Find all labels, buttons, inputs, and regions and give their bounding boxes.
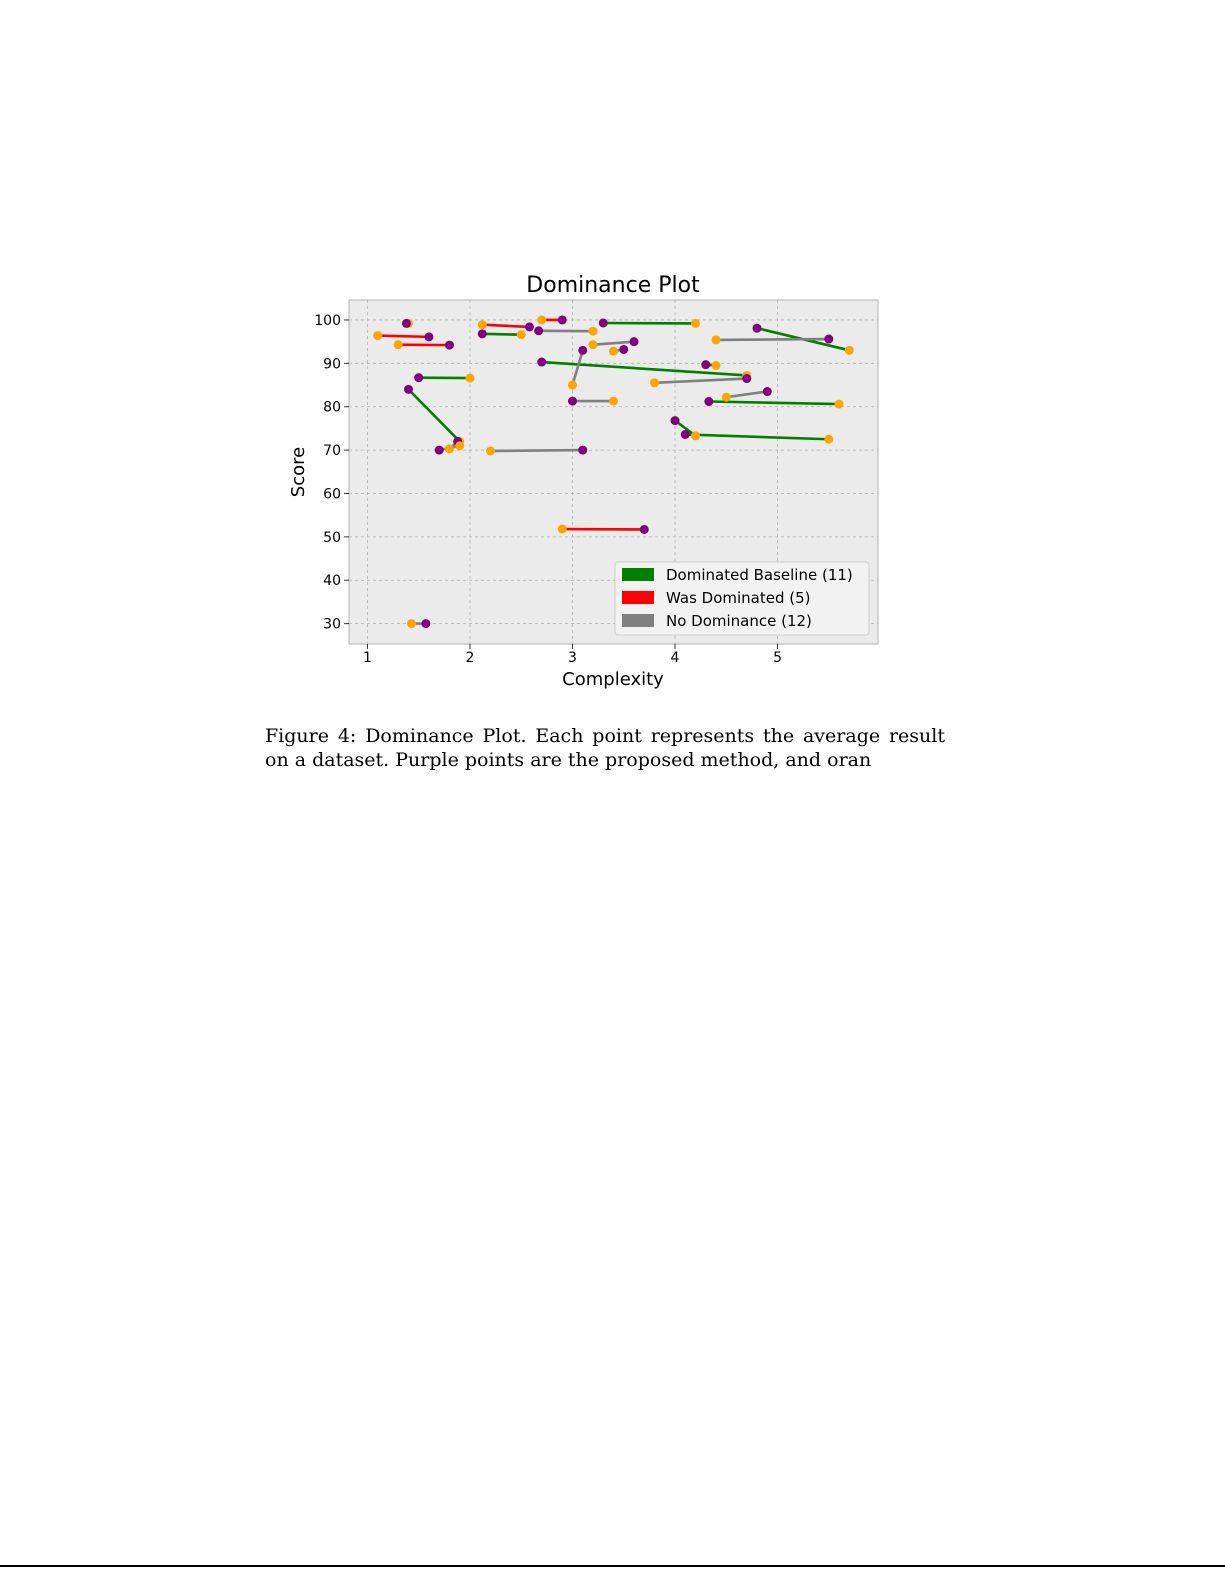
legend	[615, 562, 869, 635]
baseline-point	[824, 435, 833, 444]
proposed-point	[704, 397, 713, 406]
pair-line-no-dominance	[716, 339, 829, 340]
baseline-point	[537, 315, 546, 324]
proposed-point	[701, 360, 710, 369]
proposed-point	[578, 346, 587, 355]
baseline-point	[558, 525, 567, 534]
proposed-point	[534, 326, 543, 335]
pair-line-was-dominated	[378, 336, 429, 337]
x-tick-label: 1	[362, 650, 372, 666]
proposed-point	[568, 397, 577, 406]
y-tick-label: 40	[323, 573, 341, 590]
proposed-point	[619, 345, 628, 354]
baseline-point	[691, 431, 700, 440]
dominance-plot-chart	[0, 0, 1225, 720]
pair-line-dominated-baseline	[482, 334, 521, 335]
proposed-point	[824, 335, 833, 344]
baseline-point	[486, 446, 495, 455]
baseline-point	[568, 381, 577, 390]
proposed-point	[558, 315, 567, 324]
y-ticks	[314, 313, 349, 633]
y-tick-label: 90	[323, 356, 341, 373]
baseline-point	[609, 347, 618, 356]
proposed-point	[435, 446, 444, 455]
page-bottom-rule	[0, 1565, 1225, 1567]
proposed-point	[445, 341, 454, 350]
baseline-point	[373, 331, 382, 340]
x-tick-label: 2	[465, 650, 475, 666]
proposed-point	[599, 318, 608, 327]
x-axis-label: Complexity	[562, 669, 664, 690]
legend-label-was-dominated: Was Dominated (5)	[666, 589, 811, 607]
proposed-point	[763, 387, 772, 396]
proposed-point	[414, 373, 423, 382]
baseline-point	[845, 346, 854, 355]
x-tick-label: 4	[670, 650, 680, 666]
chart-title: Dominance Plot	[526, 273, 700, 298]
proposed-point	[681, 430, 690, 439]
baseline-point	[407, 619, 416, 628]
legend-swatch-no-dominance	[622, 614, 654, 627]
baseline-point	[478, 320, 487, 329]
proposed-point	[753, 324, 762, 333]
baseline-point	[445, 444, 454, 453]
y-tick-label: 50	[323, 529, 341, 546]
y-tick-label: 30	[323, 616, 341, 633]
baseline-point	[588, 327, 597, 336]
proposed-point	[402, 319, 411, 328]
legend-swatch-was-dominated	[622, 591, 654, 604]
baseline-point	[835, 400, 844, 409]
legend-swatch-dominated-baseline	[622, 568, 654, 581]
y-axis-label: Score	[288, 446, 309, 498]
proposed-point	[421, 619, 430, 628]
proposed-point	[424, 332, 433, 341]
pair-line-no-dominance	[490, 450, 582, 451]
baseline-point	[722, 393, 731, 402]
x-ticks	[363, 644, 782, 666]
x-tick-label: 5	[773, 650, 782, 666]
proposed-point	[525, 322, 534, 331]
proposed-point	[630, 337, 639, 346]
proposed-point	[671, 416, 680, 425]
legend-label-no-dominance: No Dominance (12)	[666, 612, 812, 630]
figure-caption: Figure 4: Dominance Plot. Each point represents the average result on a dataset. Purple points are the proposed method, and oran	[265, 725, 945, 771]
proposed-point	[537, 358, 546, 367]
baseline-point	[465, 374, 474, 383]
y-tick-label: 60	[323, 486, 341, 503]
baseline-point	[609, 397, 618, 406]
y-tick-label: 70	[323, 443, 341, 460]
proposed-point	[404, 385, 413, 394]
baseline-point	[455, 441, 464, 450]
proposed-point	[578, 446, 587, 455]
y-tick-label: 80	[323, 399, 341, 416]
baseline-point	[394, 340, 403, 349]
y-tick-label: 100	[314, 312, 341, 329]
legend-label-dominated-baseline: Dominated Baseline (11)	[666, 566, 853, 584]
baseline-point	[712, 361, 721, 370]
proposed-point	[478, 329, 487, 338]
baseline-point	[517, 330, 526, 339]
proposed-point	[742, 374, 751, 383]
baseline-point	[588, 340, 597, 349]
baseline-point	[650, 378, 659, 387]
baseline-point	[712, 335, 721, 344]
x-tick-label: 3	[568, 650, 577, 666]
baseline-point	[691, 319, 700, 328]
proposed-point	[640, 525, 649, 534]
